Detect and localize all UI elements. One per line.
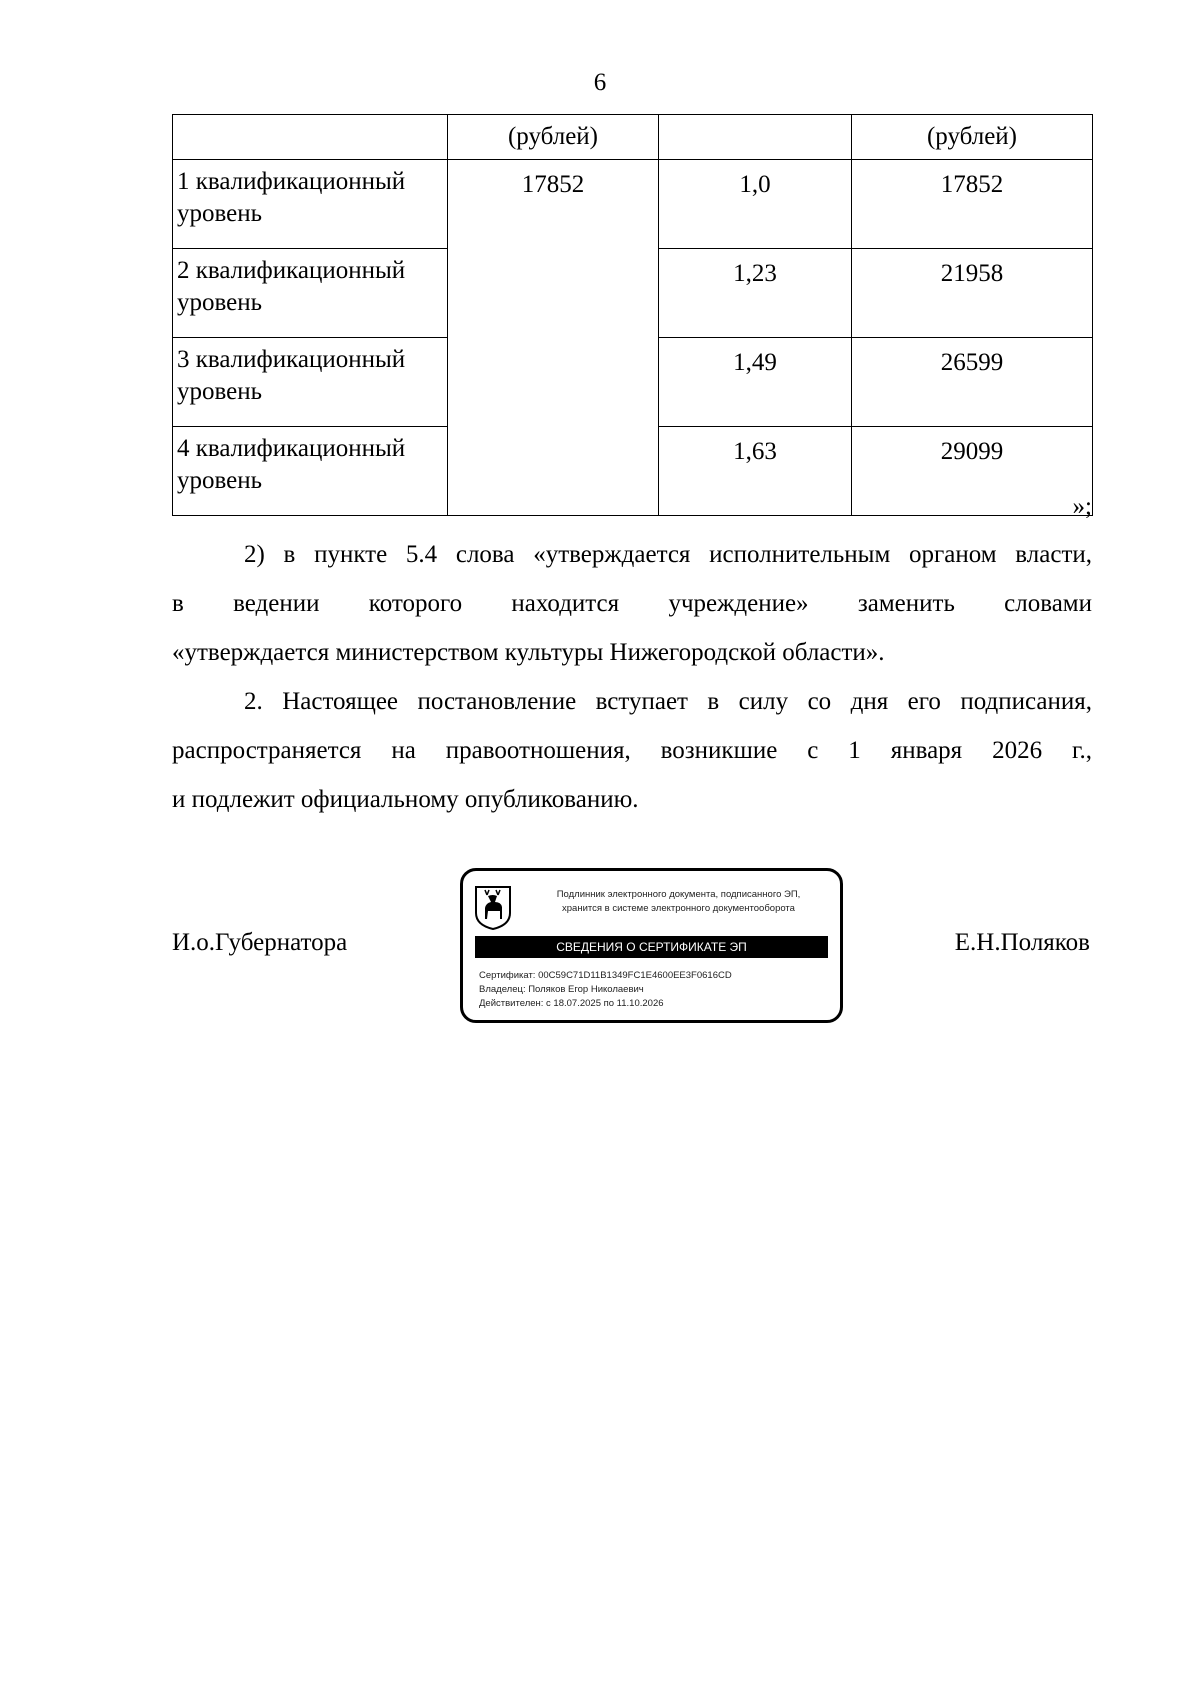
closing-quote: »;	[1072, 493, 1092, 520]
paragraph-line: распространяется на правоотношения, возникшие с 1 января 2026 г.,	[172, 737, 1092, 764]
paragraph-amendment	[172, 530, 1092, 677]
electronic-signature-stamp	[460, 868, 843, 1023]
paragraph-line: и подлежит официальному опубликованию.	[172, 786, 639, 813]
paragraph-effective-date	[172, 677, 1092, 824]
signer-name: Е.Н.Поляков	[954, 929, 1090, 956]
paragraph-line: 2) в пункте 5.4 слова «утверждается исполнительным органом власти,	[244, 541, 1092, 568]
qualification-level: 3 квалификационный уровень	[173, 338, 448, 427]
stamp-header	[521, 888, 836, 916]
paragraph-line: «утверждается министерством культуры Нижегородской области».	[172, 639, 885, 666]
page-number: 6	[593, 69, 607, 96]
coefficient: 1,23	[659, 249, 852, 338]
qualification-level: 2 квалификационный уровень	[173, 249, 448, 338]
salary: 17852	[852, 160, 1093, 249]
qualification-level: 1 квалификационный уровень	[173, 160, 448, 249]
stamp-details	[479, 969, 732, 1011]
stamp-validity: Действителен: с 18.07.2025 по 11.10.2026	[479, 998, 664, 1009]
salary: 26599	[852, 338, 1093, 427]
table-header-cell: (рублей)	[852, 115, 1093, 160]
coefficient: 1,49	[659, 338, 852, 427]
coefficient: 1,63	[659, 427, 852, 516]
table-row	[173, 160, 1093, 249]
paragraph-line: 2. Настоящее постановление вступает в силу со дня его подписания,	[244, 688, 1092, 715]
base-salary: 17852	[448, 160, 659, 516]
stamp-certificate: Сертификат: 00C59C71D11B1349FC1E4600EE3F0616CD	[479, 970, 732, 981]
signer-position: И.о.Губернатора	[172, 929, 348, 956]
stamp-text-line: хранится в системе электронного документооборота	[562, 903, 795, 914]
stamp-owner: Владелец: Поляков Егор Николаевич	[479, 984, 644, 995]
table-header-cell: (рублей)	[448, 115, 659, 160]
salary: 29099	[852, 427, 1093, 516]
stamp-text-line: Подлинник электронного документа, подписанного ЭП,	[556, 889, 801, 900]
coefficient: 1,0	[659, 160, 852, 249]
table-header-cell	[173, 115, 448, 160]
paragraph-line: в ведении которого находится учреждение» заменить словами	[172, 590, 1092, 617]
salary: 21958	[852, 249, 1093, 338]
table-header-row	[173, 115, 1093, 160]
deer-coat-of-arms-icon	[474, 885, 512, 931]
table-header-cell	[659, 115, 852, 160]
qualification-level: 4 квалификационный уровень	[173, 427, 448, 516]
stamp-title-bar: СВЕДЕНИЯ О СЕРТИФИКАТЕ ЭП	[475, 936, 828, 958]
salary-table	[172, 114, 1093, 516]
